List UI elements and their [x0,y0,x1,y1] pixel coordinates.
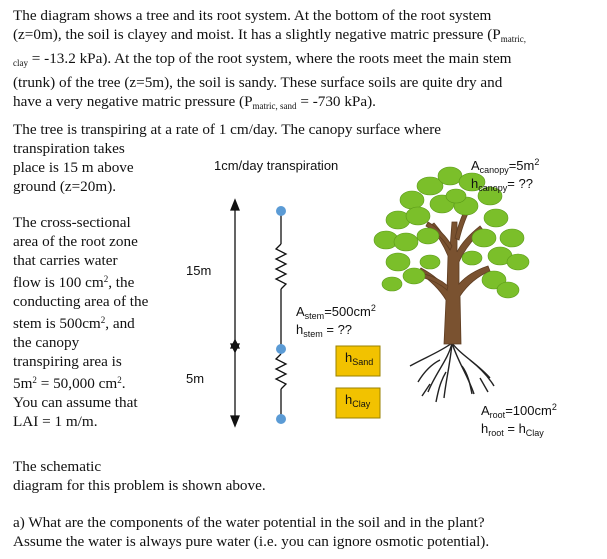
root-area-label: $A_{root}=100cm^2$ [481,402,557,420]
area-line-3: that carries water [13,252,118,269]
transpiration-label: 1cm/day transpiration [214,158,339,173]
root-resistor [276,354,286,389]
root-head-label: $h_{root} = h_{Clay}$ [481,421,544,438]
dimension-lower-label: 5m [186,371,205,386]
intro-line-3: $_{clay}$ = -13.2 kPa). At the top of the root system, where the roots meet the main stem [13,50,512,68]
question-line-2: Assume the water is always pure water (i.e. you can ignore osmotic potential). [13,533,490,550]
tree-illustration [374,167,529,402]
stem-head-label: $h_{stem}$ = ?? [296,322,353,339]
sand-head-label: $h_{Sand}$ [345,350,374,367]
schematic-line-1: The schematic [13,458,102,475]
intro-line-5: have a very negative matric pressure ($P_{matric, sand} = -730$ kPa). [13,93,376,111]
area-line-11: LAI = 1 m/m. [13,413,98,430]
area-line-8: transpiring area is [13,353,122,370]
node-sand [276,344,286,354]
node-clay [276,414,286,424]
area-line-1: The cross-sectional [13,214,131,231]
intro-line-2: (z=0m), the soil is clayey and moist. It has a slightly negative matric pressure ($P_{matric,}$ [13,26,526,44]
area-line-2: area of the root zone [13,233,138,250]
area-line-4: flow is 100 $cm^2$, the [13,274,135,291]
clay-head-label: $h_{Clay}$ [345,392,371,409]
node-canopy [276,206,286,216]
intro-line-4: (trunk) of the tree (z=5m), the soil is sandy. These surface soils are quite dry and [13,74,503,91]
transpiration-line-4: ground (z=20m). [13,178,117,195]
area-line-10: You can assume that [13,394,138,411]
dimension-upper-label: 15m [186,263,212,278]
question-line-1: a) What are the components of the water potential in the soil and in the plant? [13,514,485,531]
transpiration-line-3: place is 15 m above [13,159,134,176]
area-line-7: the canopy [13,334,80,351]
tree-trunk [418,204,490,344]
intro-line-1: The diagram shows a tree and its root system. At the bottom of the root system [13,7,492,24]
transpiration-line-2: transpiration takes [13,140,125,157]
area-line-9: $5m^2 = 50,000$ $cm^2$. [13,375,126,392]
area-line-6: stem is $500cm^2$, and [13,315,135,332]
resistor-network [276,211,286,419]
tree-roots [410,343,494,402]
stem-area-label: $A_{stem}=500cm^2$ [296,303,376,321]
dimension-arrow [231,200,239,426]
canopy-area-label: $A_{canopy}=5m^2$ [471,157,540,175]
canopy-head-label: $h_{canopy}=$ ?? [471,176,533,193]
area-line-5: conducting area of the [13,293,149,310]
transpiration-line-1: The tree is transpiring at a rate of 1 cm/day. The canopy surface where [13,121,442,138]
stem-resistor [276,244,286,289]
schematic-line-2: diagram for this problem is shown above. [13,477,266,494]
